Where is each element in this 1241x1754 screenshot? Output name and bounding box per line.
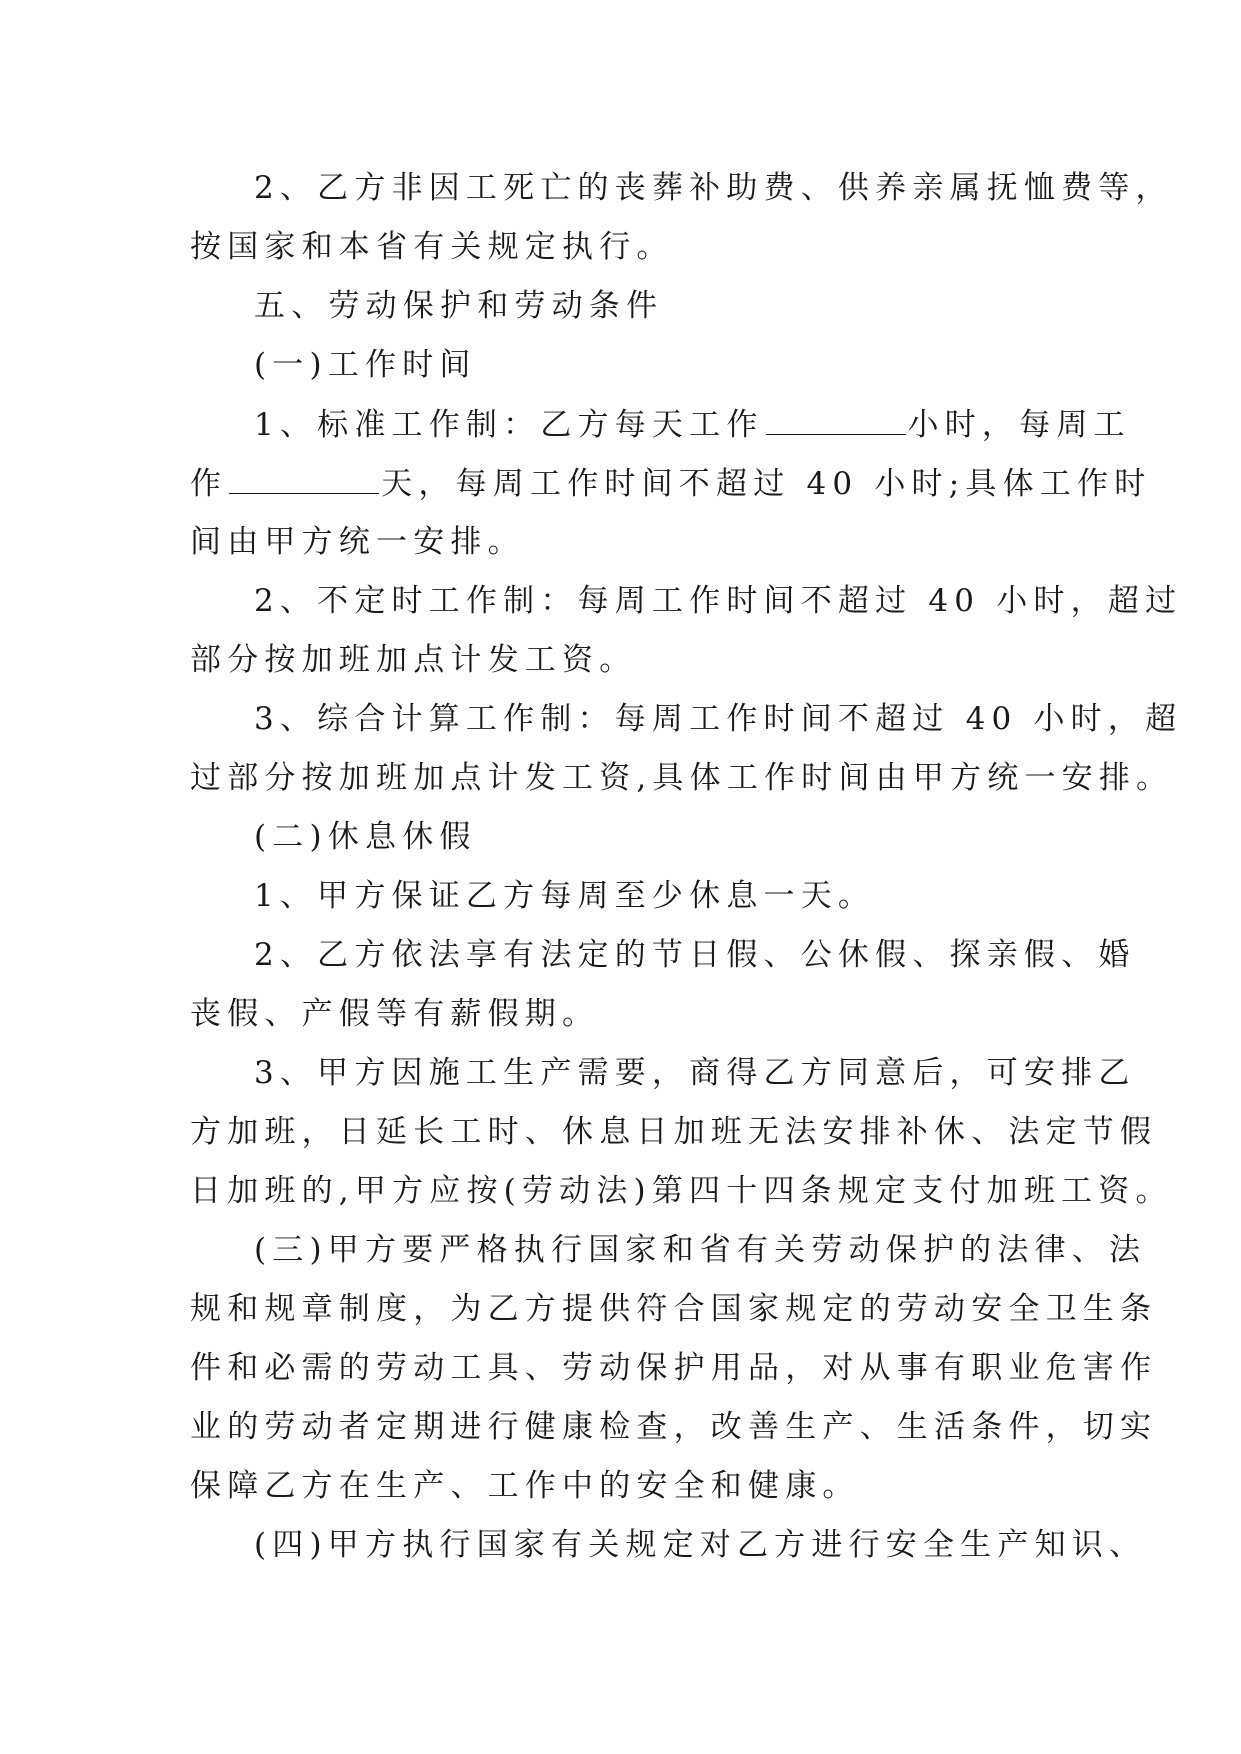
text: 按国家和本省有关规定执行。 (190, 229, 674, 265)
paragraph-paid-leave-line-1 (254, 935, 1134, 975)
text: 方加班，日延长工时、休息日加班无法安排补休、法定节假 (190, 1114, 1158, 1150)
text: 1、甲方保证乙方每周至少休息一天。 (254, 878, 876, 914)
paragraph-weekly-rest (254, 876, 1134, 916)
section-heading-labor-protection (254, 286, 1134, 326)
paragraph-safety-conditions-line-1 (254, 1230, 1147, 1270)
paragraph-funeral-subsidy-line-2 (190, 227, 1070, 267)
text: 规和规章制度，为乙方提供符合国家规定的劳动安全卫生条 (190, 1291, 1158, 1327)
subsection-heading-working-hours (254, 345, 1134, 385)
paragraph-safety-conditions-line-3 (190, 1348, 1158, 1388)
text: 过部分按加班加点计发工资,具体工作时间由甲方统一安排。 (190, 760, 1174, 796)
paragraph-flexible-hours-line-1 (254, 581, 1183, 621)
text: 丧假、产假等有薪假期。 (190, 996, 600, 1032)
text: (一)工作时间 (254, 347, 477, 383)
text: 日加班的,甲方应按(劳动法)第四十四条规定支付加班工资。 (190, 1173, 1173, 1209)
paragraph-standard-hours-line-2 (190, 463, 1152, 503)
text: 2、乙方依法享有法定的节日假、公休假、探亲假、婚 (254, 937, 1136, 973)
days-per-week-blank (229, 463, 379, 494)
text: 作 (190, 466, 228, 502)
paragraph-overtime-line-3 (190, 1171, 1173, 1211)
text: 天，每周工作时间不超过 40 小时;具体工作时 (381, 466, 1152, 502)
text: 件和必需的劳动工具、劳动保护用品，对从事有职业危害作 (190, 1350, 1158, 1386)
hours-per-day-blank (766, 404, 906, 435)
text: 2、不定时工作制：每周工作时间不超过 40 小时，超过 (254, 583, 1183, 619)
paragraph-safety-conditions-line-4 (190, 1407, 1158, 1447)
text: 保障乙方在生产、工作中的安全和健康。 (190, 1468, 860, 1504)
text: 1、标准工作制：乙方每天工作 (254, 407, 764, 443)
text: 3、甲方因施工生产需要，商得乙方同意后，可安排乙 (254, 1055, 1136, 1091)
paragraph-safety-training-line-1 (254, 1525, 1147, 1565)
paragraph-safety-conditions-line-2 (190, 1289, 1158, 1329)
paragraph-standard-hours-line-3 (190, 522, 1070, 562)
text: 2、乙方非因工死亡的丧葬补助费、供养亲属抚恤费等， (254, 170, 1173, 206)
text: (四)甲方执行国家有关规定对乙方进行安全生产知识、 (254, 1527, 1147, 1563)
text: (三)甲方要严格执行国家和省有关劳动保护的法律、法 (254, 1232, 1147, 1268)
text: 部分按加班加点计发工资。 (190, 642, 637, 678)
text: 业的劳动者定期进行健康检查，改善生产、生活条件，切实 (190, 1409, 1158, 1445)
subsection-heading-rest-and-leave (254, 817, 1134, 857)
paragraph-comprehensive-hours-line-2 (190, 758, 1174, 798)
paragraph-paid-leave-line-2 (190, 994, 1070, 1034)
paragraph-standard-hours-line-1 (254, 404, 1134, 444)
paragraph-overtime-line-2 (190, 1112, 1158, 1152)
paragraph-overtime-line-1 (254, 1053, 1134, 1093)
paragraph-safety-conditions-line-5 (190, 1466, 1070, 1506)
paragraph-flexible-hours-line-2 (190, 640, 1070, 680)
text: 3、综合计算工作制：每周工作时间不超过 40 小时，超 (254, 701, 1183, 737)
text: 五、劳动保护和劳动条件 (254, 288, 664, 324)
text: 间由甲方统一安排。 (190, 524, 525, 560)
paragraph-comprehensive-hours-line-1 (254, 699, 1183, 739)
text: 小时，每周工 (907, 407, 1131, 443)
paragraph-funeral-subsidy-line-1 (254, 168, 1173, 208)
text: (二)休息休假 (254, 819, 477, 855)
